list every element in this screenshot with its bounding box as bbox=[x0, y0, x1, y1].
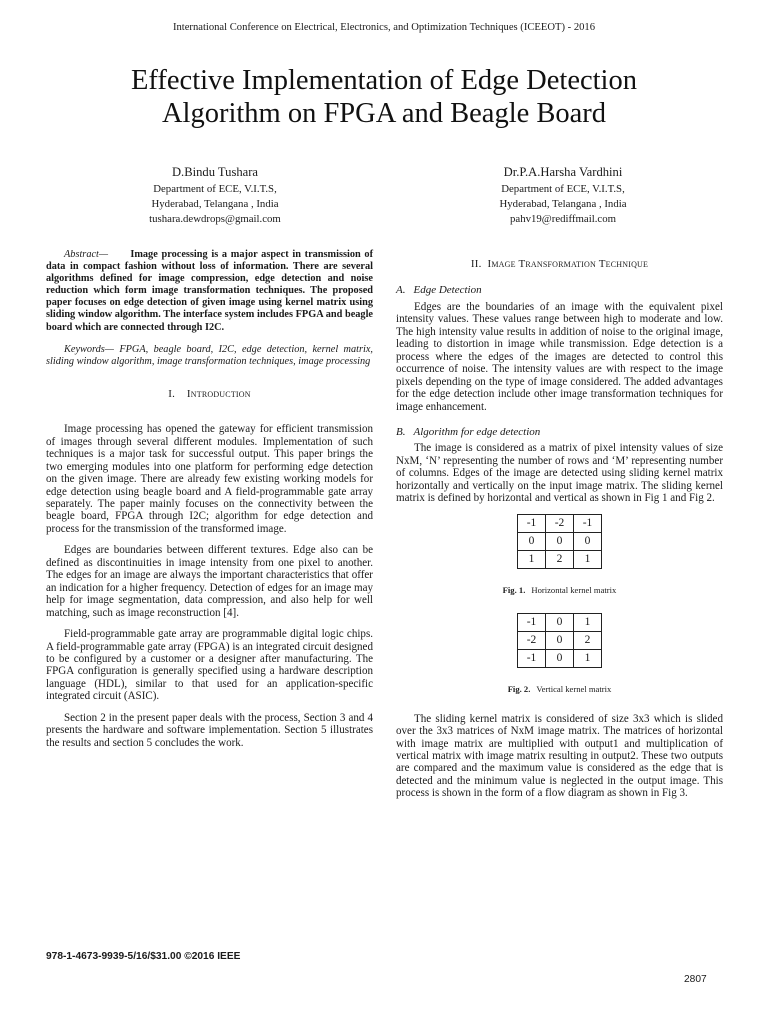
figure-2-caption bbox=[396, 683, 723, 695]
abstract bbox=[46, 249, 373, 334]
matrix-cell: -1 bbox=[518, 614, 546, 632]
copyright-footer: 978-1-4673-9939-5/16/$31.00 ©2016 IEEE bbox=[46, 951, 241, 962]
subsection-letter: B. bbox=[396, 425, 406, 438]
abstract-text: Image processing is a major aspect in transmission of data in compact fashion without loss of information. There are several algorithms defined for image compression, edge detection and noise reduction which form image transformation techniques. The proposed paper focuses on edge detection of given image using kernel matrix using sliding window algorithm. The interface system includes FPGA and beagle board which are connected through I2C. bbox=[46, 249, 373, 333]
author-department: Department of ECE, V.I.T.S, bbox=[153, 183, 277, 195]
matrix-cell: 0 bbox=[574, 532, 602, 550]
subsection-heading-edge-detection bbox=[396, 284, 723, 296]
right-column bbox=[396, 258, 723, 800]
section-heading-introduction bbox=[46, 388, 373, 400]
subsection-title: Algorithm for edge detection bbox=[413, 425, 541, 438]
paper-title bbox=[40, 64, 728, 130]
section-number: II. bbox=[470, 258, 482, 270]
intro-paragraph: Section 2 in the present paper deals with the process, Section 3 and 4 presents the hardware and software implementation. Section 5 illustrates the results and section 5 concludes the work. bbox=[46, 711, 373, 749]
keywords-text: FPGA, beagle board, I2C, edge detection, kernel matrix, sliding window algorithm, image transformation techniques, image processing bbox=[46, 343, 374, 367]
matrix-cell: 0 bbox=[546, 632, 574, 650]
horizontal-kernel-matrix bbox=[517, 514, 602, 569]
author-2 bbox=[438, 163, 688, 227]
left-column bbox=[46, 249, 373, 749]
matrix-cell: -2 bbox=[546, 514, 574, 532]
matrix-cell: 0 bbox=[546, 614, 574, 632]
vertical-kernel-matrix bbox=[517, 613, 602, 668]
section-heading-image-transformation bbox=[396, 258, 723, 270]
edge-detection-paragraph: Edges are the boundaries of an image with the equivalent pixel intensity values. These values range between high to moderate and low. The high intensity value results in addition of noise to the original image, leading to distortion in image while transmission. Edge detection is a process where the edges of the images are detected to control this occurrence of noise. The intensity values are with respect to the image pixels depending on the type of image considered. The added advantages for the edge detection include other image transformation techniques for image enhancement. bbox=[396, 300, 723, 413]
matrix-cell: 1 bbox=[574, 614, 602, 632]
intro-paragraph: Edges are boundaries between different textures. Edge also can be defined as discontinuities in image intensity from one pixel to another. The edges for an image are always the important characteristics that offer an indication for a higher frequency. Detection of edges for an image may help for image segmentation, data compression, and also help for well matching, such as image reconstruction [4]. bbox=[46, 544, 373, 619]
matrix-row bbox=[518, 614, 602, 632]
author-name: Dr.P.A.Harsha Vardhini bbox=[503, 165, 623, 179]
author-name: D.Bindu Tushara bbox=[171, 165, 259, 179]
matrix-cell: -1 bbox=[574, 514, 602, 532]
author-email: tushara.dewdrops@gmail.com bbox=[149, 213, 281, 225]
figure-label: Fig. 2. bbox=[507, 684, 531, 695]
figure-label: Fig. 1. bbox=[502, 584, 526, 595]
matrix-row bbox=[518, 550, 602, 568]
subsection-heading-algorithm bbox=[396, 426, 723, 438]
figure-caption-text: Horizontal kernel matrix bbox=[531, 584, 617, 595]
section-number: I. bbox=[168, 387, 176, 400]
intro-paragraph: Field-programmable gate array are programmable digital logic chips. A field-programmable gate array (FPGA) is an integrated circuit designed to be configured by a customer or a designer after manufacturing. The FPGA configuration is generally specified using a hardware description language (HDL), similar to that used for an application-specific integrated circuit (ASIC). bbox=[46, 628, 373, 703]
matrix-cell: 2 bbox=[574, 632, 602, 650]
subsection-letter: A. bbox=[396, 284, 406, 297]
matrix-row bbox=[518, 632, 602, 650]
author-location: Hyderabad, Telangana , India bbox=[151, 198, 279, 210]
matrix-cell: -1 bbox=[518, 514, 546, 532]
keywords-label: Keywords— bbox=[64, 343, 114, 355]
figure-caption-text: Vertical kernel matrix bbox=[536, 684, 612, 695]
matrix-cell: 0 bbox=[518, 532, 546, 550]
section-title: Image Transformation Technique bbox=[487, 258, 649, 270]
author-location: Hyderabad, Telangana , India bbox=[499, 198, 627, 210]
abstract-label: Abstract— bbox=[64, 249, 109, 260]
intro-paragraph: Image processing has opened the gateway for efficient transmission of images through several different modules. Implementation of such techniques is a major task for successful output. This paper brings the two emerging modules into one platform for performing edge detection on the given image. There are already few existing working models for edge detection using beagle board and A field-programmable gate array separately. The paper mainly focuses on the connectivity between the beagle board, FPGA through I2C; algorithm for edge detection and process for the transmission of the transformed image. bbox=[46, 423, 373, 535]
page-number: 2807 bbox=[684, 974, 707, 985]
subsection-title: Edge Detection bbox=[413, 284, 482, 297]
figure-1-caption bbox=[396, 584, 723, 596]
author-department: Department of ECE, V.I.T.S, bbox=[501, 183, 625, 195]
matrix-cell: -2 bbox=[518, 632, 546, 650]
sliding-kernel-paragraph: The sliding kernel matrix is considered of size 3x3 which is slided over the 3x3 matrices of NxM image matrix. The matrices of horizontal with image matrix are multiplied with output1 and multiplication of vertical matrix with image matrix resulting in output2. These two outputs are compared and the maximum value is considered as the edge that is detected and the minimum value is neglected in the output image. This process is shown in the form of a flow diagram as shown in Fig 3. bbox=[396, 712, 723, 800]
section-title: Introduction bbox=[186, 387, 251, 400]
title-line-1: Effective Implementation of Edge Detection bbox=[131, 65, 637, 96]
conference-header: International Conference on Electrical, Electronics, and Optimization Techniques (ICEEOT) - 2016 bbox=[172, 22, 596, 33]
author-1 bbox=[90, 163, 340, 227]
matrix-cell: 0 bbox=[546, 650, 574, 668]
title-line-2: Algorithm on FPGA and Beagle Board bbox=[161, 98, 607, 129]
matrix-cell: 1 bbox=[574, 550, 602, 568]
algorithm-paragraph: The image is considered as a matrix of pixel intensity values of size NxM, ‘N’ representing the number of rows and ‘M’ representing number of columns. Edges of the image are detected using sliding kernel matrix horizontally and vertically on the input image matrix. The sliding kernel matrix is defined by horizontal and vertical as shown in Fig 1 and Fig 2. bbox=[396, 442, 723, 505]
author-email: pahv19@rediffmail.com bbox=[510, 213, 616, 225]
keywords bbox=[46, 344, 373, 368]
matrix-row bbox=[518, 514, 602, 532]
matrix-row bbox=[518, 650, 602, 668]
matrix-cell: 2 bbox=[546, 550, 574, 568]
matrix-cell: -1 bbox=[518, 650, 546, 668]
matrix-cell: 0 bbox=[546, 532, 574, 550]
matrix-cell: 1 bbox=[574, 650, 602, 668]
matrix-cell: 1 bbox=[518, 550, 546, 568]
matrix-row bbox=[518, 532, 602, 550]
